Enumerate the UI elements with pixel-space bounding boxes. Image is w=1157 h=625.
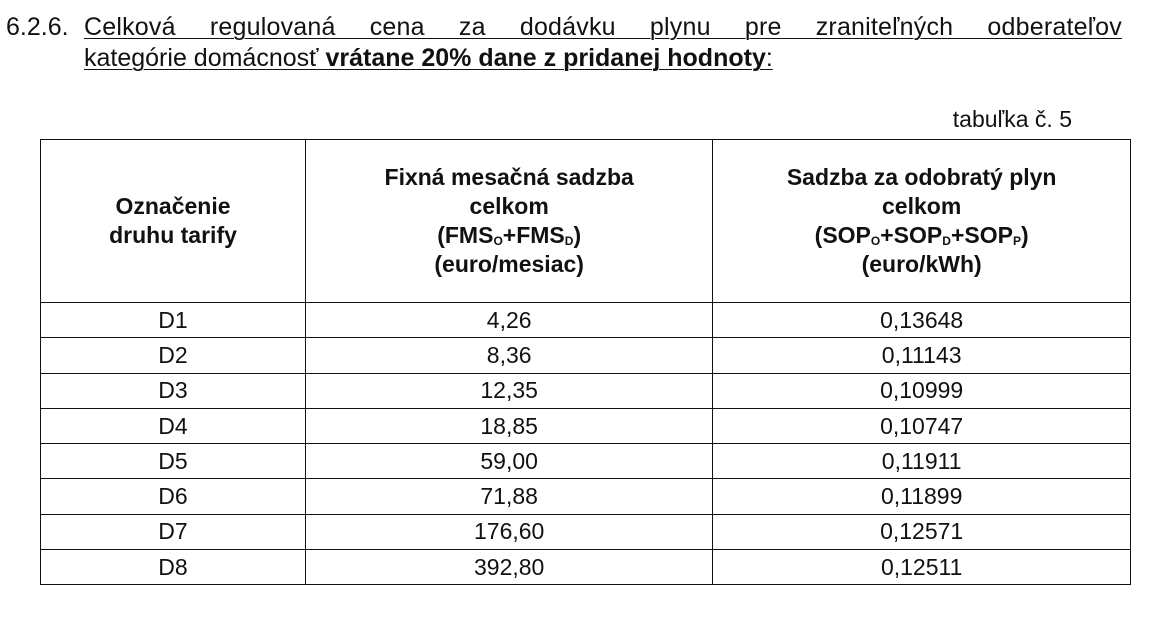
- table-row: [41, 550, 1131, 585]
- table-row: [41, 338, 1131, 373]
- cell-tariff: D7: [41, 514, 306, 549]
- tariff-table: [40, 139, 1131, 585]
- header-tariff-designation: Označenie druhu tarify: [41, 140, 306, 303]
- cell-rate: 0,12571: [713, 514, 1131, 549]
- cell-rate: 0,11911: [713, 444, 1131, 479]
- section-number: 6.2.6.: [6, 13, 69, 41]
- cell-fixed: 18,85: [306, 408, 713, 443]
- table-row: [41, 408, 1131, 443]
- cell-rate: 0,11899: [713, 479, 1131, 514]
- cell-fixed: 4,26: [306, 303, 713, 338]
- cell-rate: 0,12511: [713, 550, 1131, 585]
- table-header-row: [41, 140, 1131, 303]
- table-row: [41, 303, 1131, 338]
- cell-fixed: 59,00: [306, 444, 713, 479]
- cell-fixed: 71,88: [306, 479, 713, 514]
- header-fms-formula: $(FMS_O+FMS_D)$: [437, 222, 582, 248]
- cell-tariff: D6: [41, 479, 306, 514]
- table-row: [41, 444, 1131, 479]
- cell-rate: 0,10747: [713, 408, 1131, 443]
- cell-tariff: D3: [41, 373, 306, 408]
- cell-tariff: D5: [41, 444, 306, 479]
- cell-fixed: 176,60: [306, 514, 713, 549]
- section-title-bold: vrátane 20% dane z pridanej hodnoty: [325, 44, 766, 72]
- table-row: [41, 514, 1131, 549]
- section-heading: [6, 12, 1136, 74]
- cell-tariff: D1: [41, 303, 306, 338]
- cell-rate: 0,13648: [713, 303, 1131, 338]
- section-title-colon: :: [765, 44, 773, 72]
- table-row: [41, 373, 1131, 408]
- header-fixed-monthly-rate: Fixná mesačná sadzba celkom $(FMS_O+FMS_D)$ (euro/mesiac): [306, 140, 713, 303]
- section-title-plain: kategórie domácnosť: [84, 44, 319, 72]
- table-number: tabuľka č. 5: [952, 106, 1072, 132]
- table-row: [41, 479, 1131, 514]
- cell-fixed: 12,35: [306, 373, 713, 408]
- cell-rate: 0,10999: [713, 373, 1131, 408]
- cell-tariff: D8: [41, 550, 306, 585]
- section-title-line1: Celková regulovaná cena za dodávku plynu pre zraniteľných odberateľov: [84, 13, 1122, 41]
- header-sop-formula: $(SOP_O+SOP_D+SOP_P)$: [814, 222, 1029, 248]
- cell-rate: 0,11143: [713, 338, 1131, 373]
- section-title-line2: [84, 43, 1136, 74]
- cell-fixed: 392,80: [306, 550, 713, 585]
- header-consumed-gas-rate: Sadzba za odobratý plyn celkom $(SOP_O+SOP_D+SOP_P)$ (euro/kWh): [713, 140, 1131, 303]
- cell-fixed: 8,36: [306, 338, 713, 373]
- cell-tariff: D4: [41, 408, 306, 443]
- cell-tariff: D2: [41, 338, 306, 373]
